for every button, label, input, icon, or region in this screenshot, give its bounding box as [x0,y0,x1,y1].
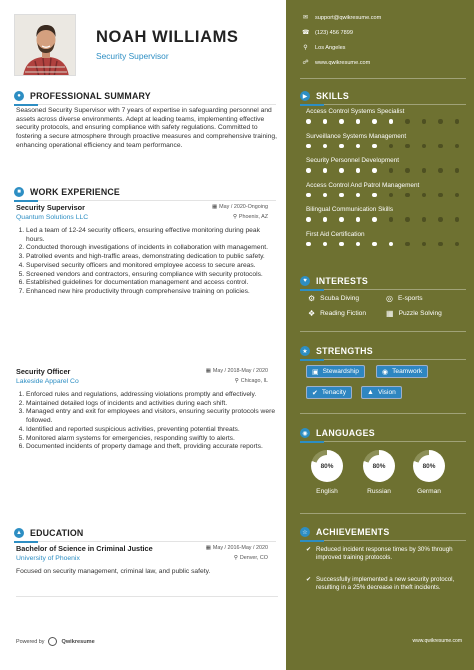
rating-dot [339,217,344,222]
sidebar-divider [300,78,466,79]
rating-dot [389,119,394,124]
strength-chip: ▲ Vision [361,386,402,399]
sidebar-divider [300,331,466,332]
check-circle-icon: ✔ [306,577,312,583]
check-circle-icon: ✔ [306,547,312,553]
rating-dot [323,168,328,173]
footer-website[interactable]: www.qwikresume.com [412,638,462,644]
candidate-name: NOAH WILLIAMS [96,28,239,46]
reading-fiction-icon: ❖ [308,309,316,318]
rating-dot [455,217,460,222]
list-item: 5. Screened vendors and contractors, ensuring compliance with security protocols. [26,271,278,280]
skill-name: Bilingual Communication Skills [306,206,394,213]
list-item: 1. Led a team of 12-24 security officers, ensuring effective monitoring during peak hours. [26,227,278,244]
calendar-icon: ▦ [212,204,218,210]
calendar-icon: ▦ [205,368,211,374]
degree-name: Bachelor of Science in Criminal Justice [16,544,153,553]
skill-rating [306,217,459,222]
language-level-ring: 80% [311,450,343,482]
sidebar-divider [300,540,466,541]
job-dates: ▦ May / 2018-May / 2020 [205,368,268,374]
stewardship-icon: ▣ [312,368,319,376]
interests-heading: INTERESTS [316,276,369,286]
rating-dot [306,144,311,149]
sidebar-divider [300,413,466,414]
qwikresume-logo-icon [48,637,57,646]
rating-dot [455,193,460,198]
list-item: 7. Enhanced new hire productivity through comprehensive training on policies. [26,288,278,297]
rating-dot [405,193,410,198]
rating-dot [389,168,394,173]
location-pin-icon: ⚲ [233,555,238,561]
globe-icon: ◉ [300,428,310,438]
interest-item: ⚙ Scuba Diving [308,294,360,303]
rating-dot [405,119,410,124]
language-item: 80% English [307,450,347,495]
rating-dot [339,168,344,173]
interest-item: ▦ Puzzle Solving [386,309,442,318]
job-entry [16,203,278,353]
tenacity-icon: ✔ [312,389,318,397]
rating-dot [306,217,311,222]
rating-dot [389,242,394,247]
rating-dot [389,217,394,222]
rating-dot [372,217,377,222]
rating-dot [339,144,344,149]
rating-dot [422,144,427,149]
sidebar-divider-accent [300,359,324,361]
job-dates: ▦ May / 2020-Ongoing [212,204,268,210]
sidebar-divider [300,289,466,290]
skills-section [300,91,462,101]
section-divider [14,541,276,542]
education-dates: ▦ May / 2016-May / 2020 [205,545,268,551]
e-sports-icon: ◎ [386,294,393,303]
rating-dot [438,193,443,198]
contact-location: ⚲ Los Angeles [303,44,346,51]
brand-name[interactable]: Qwikresume [61,638,95,645]
rating-dot [339,242,344,247]
location-pin-icon: ⚲ [303,45,308,51]
section-divider-accent [14,541,38,543]
skill-rating [306,193,459,198]
summary-text: Seasoned Security Supervisor with 7 years of expertise in safeguarding personnel and assets across diverse environments. Adept at leading teams, implementing effective security protocols, and ensuring compliance with safety regulations. Committed to fostering a secure atmosphere through proactive measures and comprehensive training, enhancing operational efficiency and team performance. [16,107,277,149]
job-location: ⚲ Phoenix, AZ [232,214,268,220]
sidebar-divider-accent [300,104,324,106]
rating-dot [323,217,328,222]
languages-heading: LANGUAGES [316,428,375,438]
contact-phone[interactable]: ☎ (123) 456 7899 [302,29,353,36]
sidebar-divider [300,513,466,514]
rating-dot [389,193,394,198]
achievement-item: ✔ Reduced incident response times by 30% through improved training protocols. [306,546,453,561]
skill-rating [306,168,459,173]
person-icon: ● [14,91,24,101]
job-duties-list [16,227,278,297]
skills-heading: SKILLS [316,91,350,101]
rating-dot [438,119,443,124]
rating-dot [455,119,460,124]
profile-photo [14,14,76,76]
strengths-icon: ★ [300,346,310,356]
education-section [14,527,276,539]
strength-chip: ✔ Tenacity [306,386,352,399]
school-name: University of Phoenix [16,555,80,562]
experience-section [14,186,276,198]
graduation-cap-icon: ▲ [14,528,24,538]
section-divider [14,200,276,201]
rating-dot [372,242,377,247]
rating-dot [323,144,328,149]
envelope-icon: ✉ [302,15,309,21]
rating-dot [372,168,377,173]
list-item: 2. Maintained detailed logs of incidents and activities during each shift. [26,400,278,409]
rating-dot [356,193,361,198]
rating-dot [356,242,361,247]
location-pin-icon: ⚲ [234,378,239,384]
contact-website[interactable]: ☍ www.qwikresume.com [302,59,371,66]
phone-icon: ☎ [302,30,310,36]
language-level-ring: 80% [363,450,395,482]
rating-dot [422,168,427,173]
rating-dot [455,242,460,247]
achievements-heading: ACHIEVEMENTS [316,527,390,537]
rating-dot [405,242,410,247]
job-location: ⚲ Chicago, IL [234,378,268,384]
skill-rating [306,242,459,247]
rating-dot [306,119,311,124]
education-location: ⚲ Denver, CO [233,555,268,561]
contact-email[interactable]: ✉ support@qwikresume.com [302,14,382,21]
link-icon: ☍ [302,60,309,66]
skill-name: Security Personnel Development [306,157,400,164]
skill-name: Access Control Systems Specialist [306,108,405,115]
experience-heading: WORK EXPERIENCE [30,187,121,197]
sidebar-divider [300,359,466,360]
rating-dot [438,144,443,149]
rating-dot [372,193,377,198]
section-divider-accent [14,104,38,106]
section-divider [14,104,276,105]
sidebar-divider [300,441,466,442]
sidebar-divider-accent [300,540,324,542]
rating-dot [372,144,377,149]
rating-dot [438,217,443,222]
skill-rating [306,144,459,149]
job-title: Security Officer [16,367,71,376]
skills-icon: ▶ [300,91,310,101]
interests-section [300,276,462,286]
list-item: 5. Monitored alarm systems for emergencies, responding swiftly to alerts. [26,435,278,444]
rating-dot [438,168,443,173]
scuba-diving-icon: ⚙ [308,294,316,303]
rating-dot [405,217,410,222]
skill-rating [306,119,459,124]
rating-dot [438,242,443,247]
skill-name: Access Control And Patrol Management [306,181,420,189]
list-item: 1. Enforced rules and regulations, addressing violations promptly and effectively. [26,391,278,400]
heart-icon: ♥ [300,276,310,286]
rating-dot [422,242,427,247]
interest-item: ◎ E-sports [386,294,423,303]
education-divider [16,596,278,597]
rating-dot [306,193,311,198]
summary-section [14,90,276,102]
education-heading: EDUCATION [30,528,84,538]
powered-by-label: Powered by [16,638,45,645]
sidebar-divider-accent [300,441,324,443]
sidebar-divider [300,104,466,105]
sidebar [286,0,474,670]
rating-dot [422,217,427,222]
rating-dot [455,168,460,173]
rating-dot [455,144,460,149]
rating-dot [306,242,311,247]
rating-dot [339,119,344,124]
company-name: Lakeside Apparel Co [16,378,79,385]
strengths-section [300,346,462,356]
list-item: 2. Conducted thorough investigations of incidents in collaboration with management. [26,244,278,253]
location-pin-icon: ⚲ [232,214,237,220]
section-divider-accent [14,200,38,202]
strength-chip: ▣ Stewardship [306,365,365,378]
strength-chip: ◉ Teamwork [376,365,428,378]
rating-dot [323,193,328,198]
education-entry [16,544,278,584]
language-level-ring: 80% [413,450,445,482]
puzzle-solving-icon: ▦ [386,309,394,318]
briefcase-icon: ■ [14,187,24,197]
job-title: Security Supervisor [16,203,85,212]
rating-dot [356,217,361,222]
job-duties-list [16,391,278,452]
interest-item: ❖ Reading Fiction [308,309,366,318]
rating-dot [356,168,361,173]
strengths-heading: STRENGTHS [316,346,373,356]
list-item: 3. Managed entry and exit for employees and visitors, ensuring security protocols were followed. [26,408,278,425]
rating-dot [422,193,427,198]
rating-dot [405,168,410,173]
languages-section [300,428,462,438]
job-entry [16,367,278,497]
language-item: 80% German [409,450,449,495]
rating-dot [323,119,328,124]
sidebar-divider-accent [300,289,324,291]
education-focus: Focused on security management, criminal law, and public safety. [16,568,211,575]
trophy-icon: ☆ [300,527,310,537]
teamwork-icon: ◉ [382,368,389,376]
rating-dot [422,119,427,124]
skill-name: Surveillance Systems Management [306,132,407,140]
list-item: 3. Patrolled events and high-traffic areas, demonstrating dedication to public safety. [26,253,278,262]
company-name: Quantum Solutions LLC [16,214,89,221]
achievement-item: ✔ Successfully implemented a new security protocol, resulting in a 25% decrease in theft incidents. [306,576,455,591]
candidate-title: Security Supervisor [96,51,169,61]
rating-dot [389,144,394,149]
list-item: 6. Established guidelines for documentation management and access control. [26,279,278,288]
list-item: 4. Identified and reported suspicious activities, preventing potential threats. [26,426,278,435]
rating-dot [323,242,328,247]
calendar-icon: ▦ [205,545,211,551]
summary-heading: PROFESSIONAL SUMMARY [30,91,151,101]
list-item: 6. Documented incidents of property damage and theft, providing accurate reports. [26,443,278,452]
rating-dot [405,144,410,149]
rating-dot [356,144,361,149]
footer [16,637,95,646]
rating-dot [356,119,361,124]
language-item: 80% Russian [359,450,399,495]
rating-dot [306,168,311,173]
skill-name: First Aid Certification [306,230,365,238]
rating-dot [372,119,377,124]
vision-icon: ▲ [367,389,374,396]
rating-dot [339,193,344,198]
list-item: 4. Supervised security officers and monitored employee access to secure areas. [26,262,278,271]
achievements-section [300,527,462,537]
